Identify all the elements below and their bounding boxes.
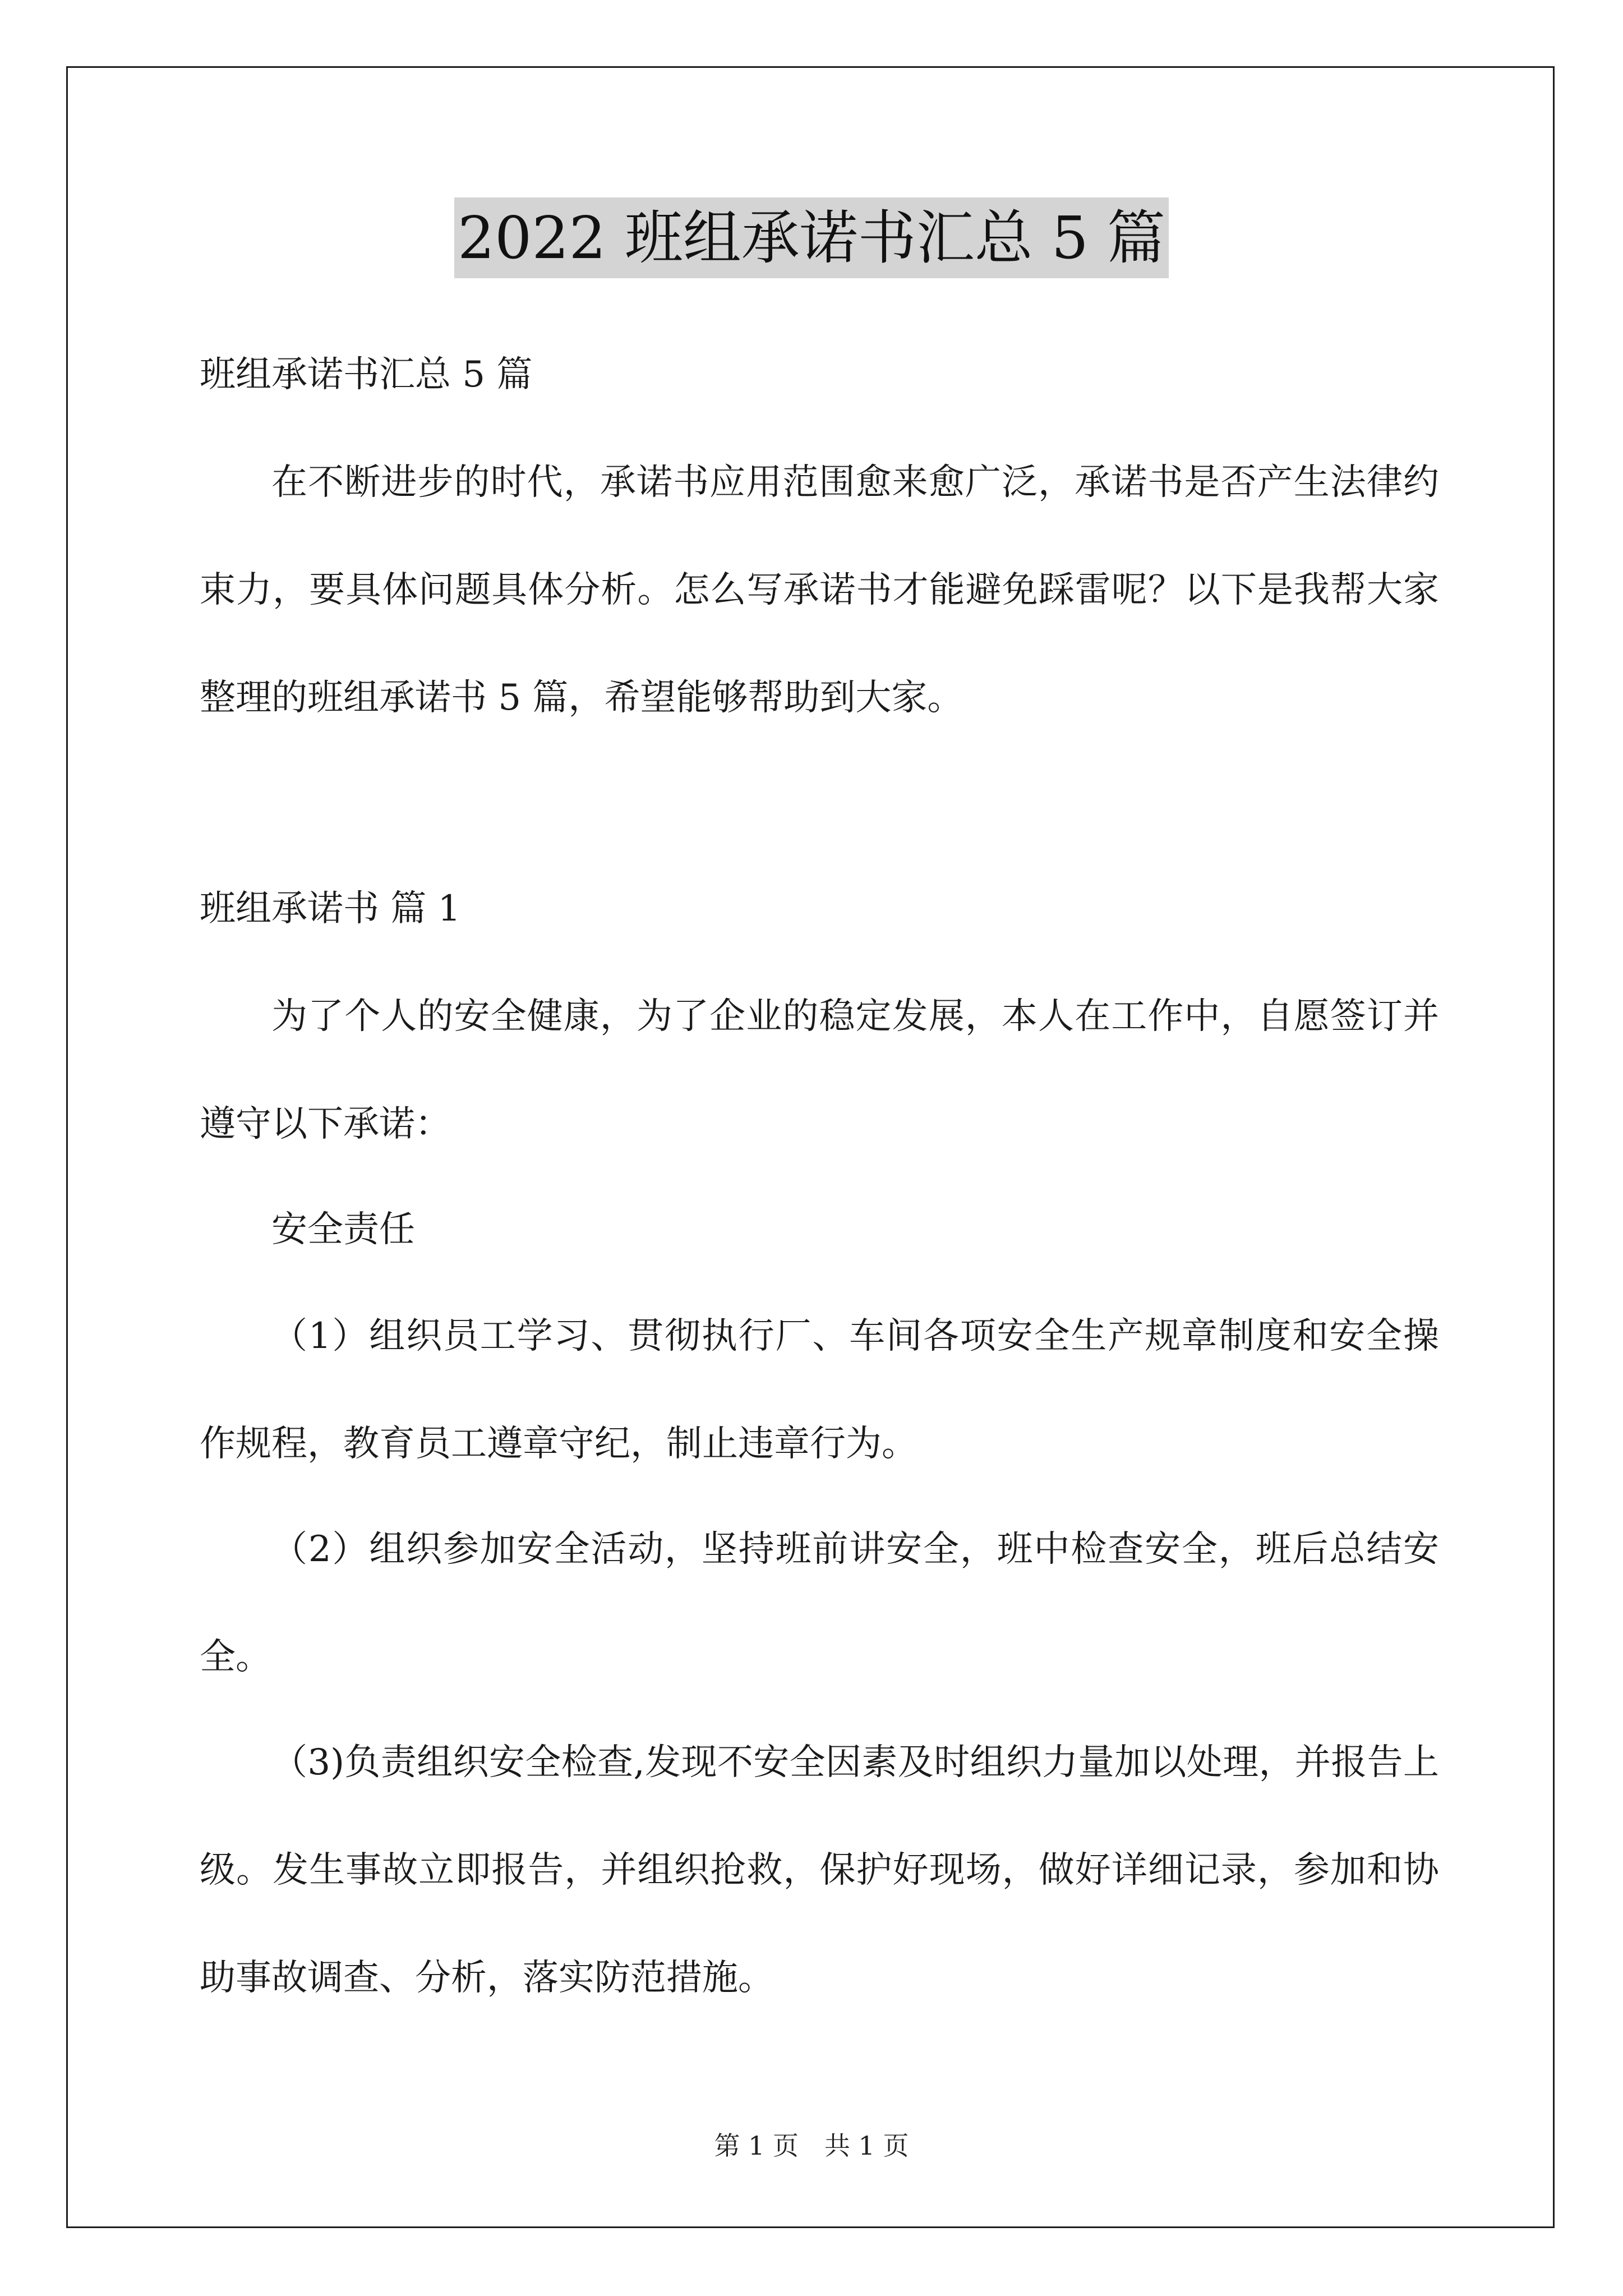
page-number-footer: 第 1 页 共 1 页 (714, 2131, 909, 2161)
intro-paragraph: 在不断进步的时代，承诺书应用范围愈来愈广泛，承诺书是否产生法律约束力，要具体问题具体分析。怎么写承诺书才能避免踩雷呢？以下是我帮大家整理的班组承诺书 5 篇，希望能够帮助到大家。 (200, 462, 1439, 719)
clause-3: （3)负责组织安全检查,发现不安全因素及时组织力量加以处理，并报告上级。发生事故立即报告，并组织抢救，保护好现场，做好详细记录，参加和协助事故调查、分析，落实防范措施。 (200, 1742, 1439, 1999)
opening-paragraph: 为了个人的安全健康，为了企业的稳定发展，本人在工作中，自愿签订并遵守以下承诺： (200, 996, 1439, 1145)
subtitle: 班组承诺书汇总 5 篇 (200, 354, 533, 395)
title-container (0, 197, 1623, 278)
section-heading: 班组承诺书 篇 1 (200, 888, 461, 930)
clause-1: （1）组织员工学习、贯彻执行厂、车间各项安全生产规章制度和安全操作规程，教育员工遵章守纪，制止违章行为。 (200, 1315, 1439, 1465)
section-subheading: 安全责任 (271, 1209, 415, 1250)
document-title: 2022 班组承诺书汇总 5 篇 (454, 197, 1169, 278)
clause-2: （2）组织参加安全活动，坚持班前讲安全，班中检查安全，班后总结安全。 (200, 1529, 1439, 1678)
